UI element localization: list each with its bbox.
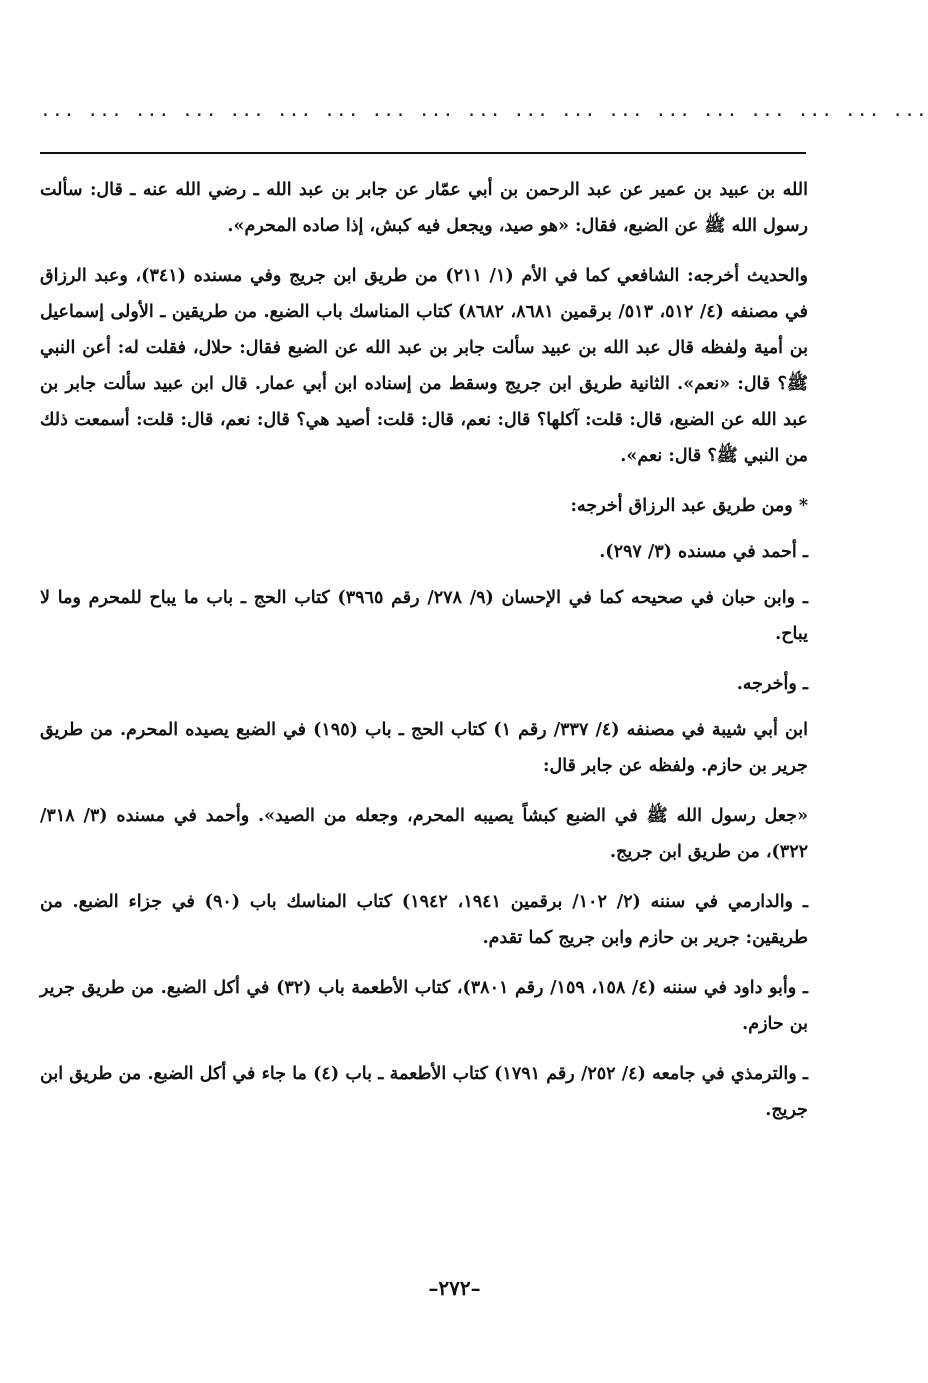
paragraph-hadith-kabsh: «جعل رسول الله ﷺ في الضبع كبشاً يصيبه المحرم، وجعله من الصيد». وأحمد في مسنده (٣/ ٣١٨/ ٣٢٢)، من طريق ابن جريج.	[40, 806, 809, 862]
footnote-body	[40, 172, 808, 1142]
paragraph-ahmad: ـ أحمد في مسنده (٣/ ٢٩٧).	[599, 542, 808, 562]
page-number: –٢٧٢–	[428, 1276, 481, 1300]
paragraph-abu-dawud: ـ وأبو داود في سننه (٤/ ١٥٨، ١٥٩/ رقم ٣٨٠١)، كتاب الأطعمة باب (٣٢) في أكل الضبع. من طريق جرير بن حازم.	[40, 978, 809, 1034]
paragraph-ibn-abi-shaybah: ابن أبي شيبة في مصنفه (٤/ ٣٣٧/ رقم ١) كتاب الحج ـ باب (١٩٥) في الضبع يصيده المحرم. من طريق جرير بن حازم. ولفظه عن جابر قال:	[40, 720, 809, 776]
separator-dots: ... ... ... ... ... ... ... ... ... ... ... ... ... ... ... ... ... ... ...	[40, 100, 928, 121]
footnote-separator-line	[40, 152, 806, 154]
paragraph-akhrajahu: ـ وأخرجه.	[736, 674, 808, 694]
paragraph-takhrij-shafii: والحديث أخرجه: الشافعي كما في الأم (١/ ٢١١) من طريق ابن جريج وفي مسنده (٣٤١)، وعبد الرزاق في مصنفه (٤/ ٥١٢، ٥١٣/ برقمين ٨٦٨١، ٨٦٨٢) كتاب المناسك باب الضبع. من طريقين ـ الأولى إسماعيل بن أمية ولفظه قال عبد الله بن عبيد سألت جابر بن عبد الله عن الضبع فقال: حلال، فقلت له: أعن النبي ﷺ؟ قال: «نعم». الثانية طريق ابن جريج وسقط من إسناده ابن أبي عمار. قال ابن عبيد سألت جابر بن عبد الله عن الضبع، قال: قلت: آكلها؟ قال: نعم، قال: قلت: أصيد هي؟ قال: نعم، قال: قلت: أسمعت ذلك من النبي ﷺ؟ قال: نعم».	[40, 266, 809, 466]
paragraph-abdurrazzaq-route: * ومن طريق عبد الرزاق أخرجه:	[570, 496, 808, 516]
paragraph-darimi: ـ والدارمي في سننه (٢/ ١٠٢/ برقمين ١٩٤١، ١٩٤٢) كتاب المناسك باب (٩٠) في جزاء الضبع. من طريقين: جرير بن حازم وابن جريج كما تقدم.	[40, 892, 808, 948]
paragraph-tirmidhi: ـ والترمذي في جامعه (٤/ ٢٥٢/ رقم ١٧٩١) كتاب الأطعمة ـ باب (٤) ما جاء في أكل الضبع. من طريق ابن جريج.	[40, 1064, 809, 1120]
paragraph-hadith-text: الله بن عبيد بن عمير عن عبد الرحمن بن أبي عمّار عن جابر بن عبد الله ـ رضي الله عنه ـ قال: سألت رسول الله ﷺ عن الضبع، فقال: «هو صيد، ويجعل فيه كبش، إذا صاده المحرم».	[40, 180, 808, 236]
paragraph-ibn-hibban: ـ وابن حبان في صحيحه كما في الإحسان (٩/ ٢٧٨/ رقم ٣٩٦٥) كتاب الحج ـ باب ما يباح للمحرم وما لا يباح.	[40, 588, 808, 644]
